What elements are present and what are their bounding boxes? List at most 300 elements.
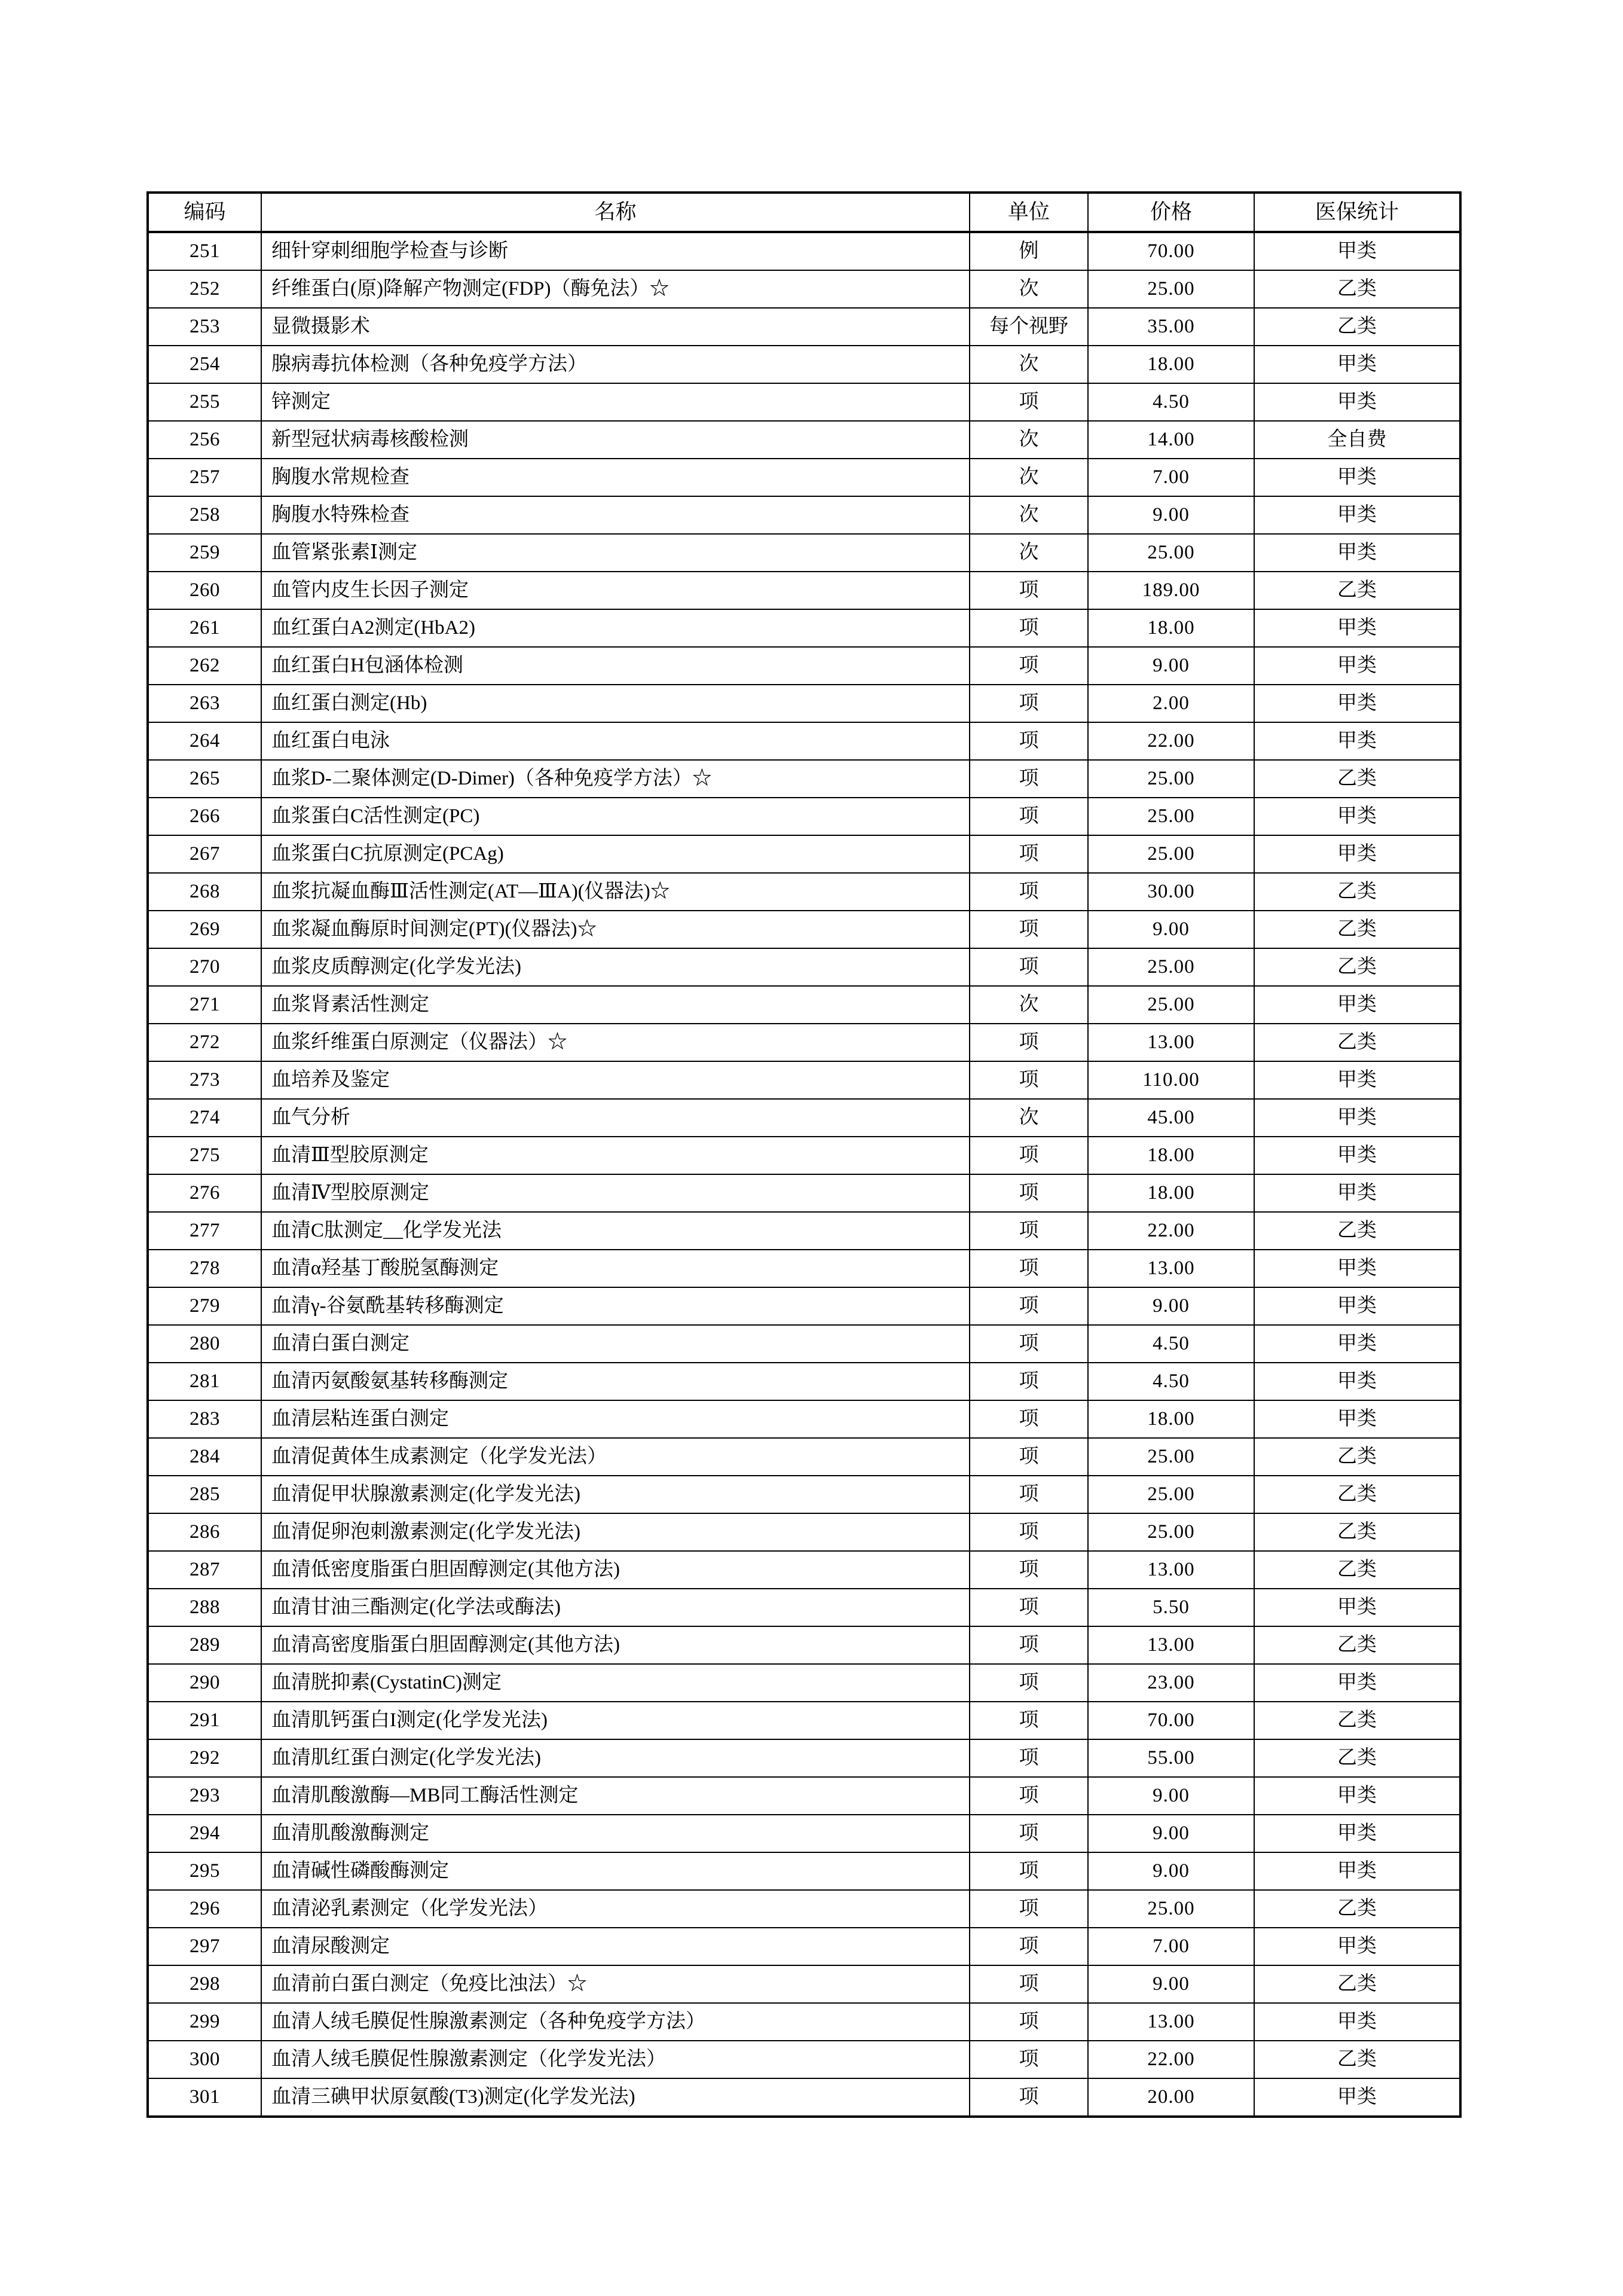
cell-code: 258 [148, 496, 261, 534]
cell-insurance: 乙类 [1254, 1890, 1460, 1928]
cell-unit: 项 [970, 1702, 1088, 1739]
column-header-insurance: 医保统计 [1254, 193, 1460, 232]
cell-name: 血浆D-二聚体测定(D-Dimer)（各种免疫学方法）☆ [261, 760, 970, 798]
cell-code: 295 [148, 1852, 261, 1890]
cell-code: 291 [148, 1702, 261, 1739]
cell-code: 268 [148, 873, 261, 911]
cell-name: 血清Ⅳ型胶原测定 [261, 1174, 970, 1212]
cell-name: 血清促卵泡刺激素测定(化学发光法) [261, 1513, 970, 1551]
table-row [148, 1099, 1460, 1137]
cell-name: 血清三碘甲状原氨酸(T3)测定(化学发光法) [261, 2078, 970, 2117]
cell-unit: 项 [970, 835, 1088, 873]
cell-code: 296 [148, 1890, 261, 1928]
table-row [148, 421, 1460, 459]
cell-unit: 项 [970, 1137, 1088, 1174]
cell-name: 血清胱抑素(CystatinC)测定 [261, 1664, 970, 1702]
cell-name: 血浆纤维蛋白原测定（仪器法）☆ [261, 1024, 970, 1061]
table-row [148, 1287, 1460, 1325]
cell-unit: 项 [970, 1890, 1088, 1928]
cell-price: 9.00 [1088, 1965, 1254, 2003]
cell-name: 血浆抗凝血酶Ⅲ活性测定(AT—ⅢA)(仪器法)☆ [261, 873, 970, 911]
cell-code: 260 [148, 572, 261, 609]
cell-price: 13.00 [1088, 1250, 1254, 1287]
table-row [148, 572, 1460, 609]
cell-code: 259 [148, 534, 261, 572]
cell-unit: 次 [970, 534, 1088, 572]
cell-name: 血清人绒毛膜促性腺激素测定（各种免疫学方法） [261, 2003, 970, 2041]
cell-price: 13.00 [1088, 1626, 1254, 1664]
cell-price: 25.00 [1088, 270, 1254, 308]
cell-insurance: 乙类 [1254, 1626, 1460, 1664]
table-row [148, 1739, 1460, 1777]
cell-name: 腺病毒抗体检测（各种免疫学方法） [261, 346, 970, 383]
cell-code: 300 [148, 2041, 261, 2078]
cell-price: 9.00 [1088, 1777, 1254, 1815]
cell-code: 252 [148, 270, 261, 308]
cell-unit: 项 [970, 760, 1088, 798]
table-row [148, 2003, 1460, 2041]
cell-price: 22.00 [1088, 722, 1254, 760]
cell-price: 25.00 [1088, 986, 1254, 1024]
table-row [148, 346, 1460, 383]
cell-price: 9.00 [1088, 496, 1254, 534]
cell-name: 血清肌红蛋白测定(化学发光法) [261, 1739, 970, 1777]
cell-insurance: 甲类 [1254, 534, 1460, 572]
cell-price: 70.00 [1088, 1702, 1254, 1739]
cell-unit: 项 [970, 609, 1088, 647]
cell-unit: 项 [970, 2041, 1088, 2078]
table-row [148, 948, 1460, 986]
cell-insurance: 乙类 [1254, 1438, 1460, 1476]
cell-name: 血清促甲状腺激素测定(化学发光法) [261, 1476, 970, 1513]
cell-insurance: 甲类 [1254, 1325, 1460, 1363]
cell-unit: 项 [970, 1852, 1088, 1890]
cell-name: 血清C肽测定__化学发光法 [261, 1212, 970, 1250]
cell-insurance: 乙类 [1254, 911, 1460, 948]
table-row [148, 1626, 1460, 1664]
cell-name: 血管紧张素Ⅰ测定 [261, 534, 970, 572]
table-row [148, 1061, 1460, 1099]
cell-price: 25.00 [1088, 1513, 1254, 1551]
cell-price: 18.00 [1088, 1174, 1254, 1212]
cell-insurance: 甲类 [1254, 1400, 1460, 1438]
cell-insurance: 乙类 [1254, 1476, 1460, 1513]
cell-code: 265 [148, 760, 261, 798]
table-row [148, 986, 1460, 1024]
cell-code: 254 [148, 346, 261, 383]
cell-code: 261 [148, 609, 261, 647]
table-row [148, 308, 1460, 346]
cell-unit: 项 [970, 647, 1088, 685]
cell-name: 血清α羟基丁酸脱氢酶测定 [261, 1250, 970, 1287]
cell-unit: 项 [970, 798, 1088, 835]
cell-insurance: 甲类 [1254, 459, 1460, 496]
cell-code: 287 [148, 1551, 261, 1589]
cell-price: 25.00 [1088, 760, 1254, 798]
column-header-name: 名称 [261, 193, 970, 232]
cell-name: 血清肌钙蛋白I测定(化学发光法) [261, 1702, 970, 1739]
table-row [148, 459, 1460, 496]
table-row [148, 383, 1460, 421]
cell-code: 301 [148, 2078, 261, 2117]
cell-name: 血清促黄体生成素测定（化学发光法） [261, 1438, 970, 1476]
cell-price: 25.00 [1088, 798, 1254, 835]
cell-code: 277 [148, 1212, 261, 1250]
table-row [148, 1325, 1460, 1363]
table-row [148, 609, 1460, 647]
cell-price: 9.00 [1088, 1852, 1254, 1890]
cell-price: 18.00 [1088, 609, 1254, 647]
cell-unit: 项 [970, 1250, 1088, 1287]
cell-code: 298 [148, 1965, 261, 2003]
cell-insurance: 甲类 [1254, 835, 1460, 873]
cell-code: 270 [148, 948, 261, 986]
cell-insurance: 甲类 [1254, 496, 1460, 534]
cell-code: 290 [148, 1664, 261, 1702]
cell-name: 血清碱性磷酸酶测定 [261, 1852, 970, 1890]
cell-code: 281 [148, 1363, 261, 1400]
cell-insurance: 乙类 [1254, 1513, 1460, 1551]
cell-code: 293 [148, 1777, 261, 1815]
cell-code: 269 [148, 911, 261, 948]
cell-insurance: 乙类 [1254, 760, 1460, 798]
cell-price: 14.00 [1088, 421, 1254, 459]
table-row [148, 270, 1460, 308]
cell-insurance: 乙类 [1254, 1965, 1460, 2003]
cell-unit: 项 [970, 1777, 1088, 1815]
cell-insurance: 乙类 [1254, 1702, 1460, 1739]
cell-insurance: 甲类 [1254, 722, 1460, 760]
cell-name: 血清白蛋白测定 [261, 1325, 970, 1363]
cell-insurance: 乙类 [1254, 308, 1460, 346]
cell-price: 4.50 [1088, 1325, 1254, 1363]
cell-insurance: 乙类 [1254, 1212, 1460, 1250]
cell-insurance: 乙类 [1254, 270, 1460, 308]
cell-price: 18.00 [1088, 1400, 1254, 1438]
cell-code: 288 [148, 1589, 261, 1626]
table-body [148, 232, 1460, 2117]
table-row [148, 2078, 1460, 2117]
cell-name: 血清Ⅲ型胶原测定 [261, 1137, 970, 1174]
cell-unit: 项 [970, 383, 1088, 421]
cell-name: 锌测定 [261, 383, 970, 421]
cell-insurance: 全自费 [1254, 421, 1460, 459]
cell-code: 273 [148, 1061, 261, 1099]
table-row [148, 1589, 1460, 1626]
table-row [148, 873, 1460, 911]
cell-insurance: 甲类 [1254, 798, 1460, 835]
cell-unit: 项 [970, 685, 1088, 722]
cell-insurance: 甲类 [1254, 1061, 1460, 1099]
table-row [148, 1777, 1460, 1815]
table-row [148, 1664, 1460, 1702]
cell-insurance: 甲类 [1254, 1777, 1460, 1815]
cell-name: 细针穿刺细胞学检查与诊断 [261, 232, 970, 270]
cell-code: 263 [148, 685, 261, 722]
cell-name: 血清低密度脂蛋白胆固醇测定(其他方法) [261, 1551, 970, 1589]
table-row [148, 1137, 1460, 1174]
table-row [148, 798, 1460, 835]
price-table-container [146, 191, 1459, 2118]
cell-insurance: 甲类 [1254, 1137, 1460, 1174]
cell-unit: 项 [970, 1815, 1088, 1852]
cell-name: 血培养及鉴定 [261, 1061, 970, 1099]
cell-insurance: 乙类 [1254, 1739, 1460, 1777]
cell-unit: 项 [970, 2003, 1088, 2041]
cell-name: 血清前白蛋白测定（免疫比浊法）☆ [261, 1965, 970, 2003]
cell-name: 血清高密度脂蛋白胆固醇测定(其他方法) [261, 1626, 970, 1664]
cell-name: 血红蛋白电泳 [261, 722, 970, 760]
cell-unit: 项 [970, 1739, 1088, 1777]
cell-code: 279 [148, 1287, 261, 1325]
cell-unit: 次 [970, 496, 1088, 534]
cell-code: 267 [148, 835, 261, 873]
cell-unit: 项 [970, 1363, 1088, 1400]
table-row [148, 1476, 1460, 1513]
cell-price: 35.00 [1088, 308, 1254, 346]
cell-code: 292 [148, 1739, 261, 1777]
cell-code: 257 [148, 459, 261, 496]
cell-unit: 项 [970, 1212, 1088, 1250]
table-row [148, 1815, 1460, 1852]
cell-name: 血浆皮质醇测定(化学发光法) [261, 948, 970, 986]
cell-code: 283 [148, 1400, 261, 1438]
table-row [148, 911, 1460, 948]
cell-name: 血清尿酸测定 [261, 1928, 970, 1965]
cell-unit: 项 [970, 1551, 1088, 1589]
cell-insurance: 甲类 [1254, 1589, 1460, 1626]
cell-name: 血红蛋白测定(Hb) [261, 685, 970, 722]
table-row [148, 1551, 1460, 1589]
cell-unit: 项 [970, 1287, 1088, 1325]
cell-price: 25.00 [1088, 534, 1254, 572]
cell-insurance: 甲类 [1254, 609, 1460, 647]
cell-code: 276 [148, 1174, 261, 1212]
cell-name: 显微摄影术 [261, 308, 970, 346]
cell-unit: 项 [970, 1626, 1088, 1664]
table-row [148, 1702, 1460, 1739]
cell-price: 189.00 [1088, 572, 1254, 609]
cell-price: 25.00 [1088, 948, 1254, 986]
cell-insurance: 乙类 [1254, 572, 1460, 609]
table-row [148, 1400, 1460, 1438]
cell-code: 297 [148, 1928, 261, 1965]
cell-unit: 项 [970, 1024, 1088, 1061]
cell-code: 278 [148, 1250, 261, 1287]
cell-unit: 项 [970, 1513, 1088, 1551]
cell-insurance: 甲类 [1254, 2078, 1460, 2117]
table-row [148, 1024, 1460, 1061]
cell-price: 9.00 [1088, 911, 1254, 948]
cell-price: 110.00 [1088, 1061, 1254, 1099]
cell-code: 253 [148, 308, 261, 346]
cell-price: 25.00 [1088, 1438, 1254, 1476]
cell-insurance: 甲类 [1254, 2003, 1460, 2041]
table-row [148, 232, 1460, 270]
table-row [148, 647, 1460, 685]
table-row [148, 1438, 1460, 1476]
cell-insurance: 乙类 [1254, 1024, 1460, 1061]
cell-code: 285 [148, 1476, 261, 1513]
cell-code: 266 [148, 798, 261, 835]
cell-name: 血清γ-谷氨酰基转移酶测定 [261, 1287, 970, 1325]
table-header-row [148, 193, 1460, 232]
cell-name: 胸腹水特殊检查 [261, 496, 970, 534]
cell-name: 血气分析 [261, 1099, 970, 1137]
cell-price: 45.00 [1088, 1099, 1254, 1137]
table-row [148, 1250, 1460, 1287]
cell-price: 13.00 [1088, 1551, 1254, 1589]
cell-insurance: 甲类 [1254, 232, 1460, 270]
cell-unit: 项 [970, 1400, 1088, 1438]
cell-price: 55.00 [1088, 1739, 1254, 1777]
table-row [148, 760, 1460, 798]
cell-name: 血清肌酸激酶测定 [261, 1815, 970, 1852]
table-header [148, 193, 1460, 232]
cell-code: 284 [148, 1438, 261, 1476]
cell-insurance: 甲类 [1254, 1928, 1460, 1965]
cell-name: 血清丙氨酸氨基转移酶测定 [261, 1363, 970, 1400]
cell-price: 18.00 [1088, 346, 1254, 383]
cell-name: 血清层粘连蛋白测定 [261, 1400, 970, 1438]
table-row [148, 1363, 1460, 1400]
cell-unit: 每个视野 [970, 308, 1088, 346]
cell-price: 9.00 [1088, 1815, 1254, 1852]
cell-name: 血管内皮生长因子测定 [261, 572, 970, 609]
table-row [148, 685, 1460, 722]
cell-name: 血浆蛋白C活性测定(PC) [261, 798, 970, 835]
cell-unit: 次 [970, 346, 1088, 383]
cell-insurance: 甲类 [1254, 346, 1460, 383]
table-row [148, 1174, 1460, 1212]
cell-price: 25.00 [1088, 835, 1254, 873]
cell-unit: 项 [970, 948, 1088, 986]
cell-unit: 例 [970, 232, 1088, 270]
cell-price: 30.00 [1088, 873, 1254, 911]
cell-price: 2.00 [1088, 685, 1254, 722]
cell-unit: 次 [970, 986, 1088, 1024]
cell-price: 25.00 [1088, 1890, 1254, 1928]
cell-insurance: 甲类 [1254, 986, 1460, 1024]
cell-insurance: 甲类 [1254, 1664, 1460, 1702]
cell-price: 23.00 [1088, 1664, 1254, 1702]
cell-insurance: 甲类 [1254, 1099, 1460, 1137]
cell-name: 血清人绒毛膜促性腺激素测定（化学发光法） [261, 2041, 970, 2078]
cell-insurance: 甲类 [1254, 685, 1460, 722]
cell-code: 255 [148, 383, 261, 421]
cell-insurance: 甲类 [1254, 1287, 1460, 1325]
cell-insurance: 乙类 [1254, 948, 1460, 986]
cell-name: 新型冠状病毒核酸检测 [261, 421, 970, 459]
table-row [148, 1852, 1460, 1890]
cell-price: 9.00 [1088, 647, 1254, 685]
cell-code: 251 [148, 232, 261, 270]
cell-name: 血红蛋白A2测定(HbA2) [261, 609, 970, 647]
cell-price: 7.00 [1088, 459, 1254, 496]
cell-code: 262 [148, 647, 261, 685]
cell-unit: 项 [970, 1928, 1088, 1965]
cell-price: 18.00 [1088, 1137, 1254, 1174]
cell-price: 9.00 [1088, 1287, 1254, 1325]
cell-unit: 项 [970, 873, 1088, 911]
cell-name: 血红蛋白H包涵体检测 [261, 647, 970, 685]
cell-unit: 项 [970, 911, 1088, 948]
cell-price: 7.00 [1088, 1928, 1254, 1965]
table-row [148, 1928, 1460, 1965]
table-row [148, 1890, 1460, 1928]
cell-code: 264 [148, 722, 261, 760]
column-header-unit: 单位 [970, 193, 1088, 232]
cell-price: 4.50 [1088, 383, 1254, 421]
cell-price: 25.00 [1088, 1476, 1254, 1513]
cell-unit: 次 [970, 270, 1088, 308]
cell-unit: 项 [970, 722, 1088, 760]
column-header-code: 编码 [148, 193, 261, 232]
cell-price: 22.00 [1088, 1212, 1254, 1250]
cell-code: 280 [148, 1325, 261, 1363]
cell-code: 274 [148, 1099, 261, 1137]
table-row [148, 1513, 1460, 1551]
cell-name: 血清甘油三酯测定(化学法或酶法) [261, 1589, 970, 1626]
cell-code: 271 [148, 986, 261, 1024]
cell-name: 血清肌酸激酶—MB同工酶活性测定 [261, 1777, 970, 1815]
cell-unit: 项 [970, 1438, 1088, 1476]
cell-price: 5.50 [1088, 1589, 1254, 1626]
table-row [148, 835, 1460, 873]
cell-unit: 次 [970, 459, 1088, 496]
cell-name: 血浆蛋白C抗原测定(PCAg) [261, 835, 970, 873]
table-row [148, 1212, 1460, 1250]
cell-code: 256 [148, 421, 261, 459]
cell-unit: 项 [970, 1476, 1088, 1513]
cell-unit: 次 [970, 421, 1088, 459]
cell-unit: 项 [970, 1664, 1088, 1702]
column-header-price: 价格 [1088, 193, 1254, 232]
cell-name: 血浆凝血酶原时间测定(PT)(仪器法)☆ [261, 911, 970, 948]
cell-price: 4.50 [1088, 1363, 1254, 1400]
cell-unit: 项 [970, 1325, 1088, 1363]
cell-insurance: 乙类 [1254, 2041, 1460, 2078]
table-row [148, 534, 1460, 572]
cell-insurance: 甲类 [1254, 383, 1460, 421]
cell-insurance: 甲类 [1254, 1174, 1460, 1212]
cell-insurance: 甲类 [1254, 1250, 1460, 1287]
table-row [148, 2041, 1460, 2078]
cell-code: 289 [148, 1626, 261, 1664]
cell-code: 299 [148, 2003, 261, 2041]
cell-price: 13.00 [1088, 2003, 1254, 2041]
cell-unit: 项 [970, 1965, 1088, 2003]
cell-code: 294 [148, 1815, 261, 1852]
table-row [148, 1965, 1460, 2003]
cell-unit: 项 [970, 1174, 1088, 1212]
cell-name: 血浆肾素活性测定 [261, 986, 970, 1024]
cell-unit: 项 [970, 1061, 1088, 1099]
cell-insurance: 甲类 [1254, 1852, 1460, 1890]
cell-unit: 项 [970, 2078, 1088, 2117]
cell-insurance: 甲类 [1254, 1363, 1460, 1400]
cell-name: 血清泌乳素测定（化学发光法） [261, 1890, 970, 1928]
cell-price: 70.00 [1088, 232, 1254, 270]
cell-price: 20.00 [1088, 2078, 1254, 2117]
cell-insurance: 甲类 [1254, 1815, 1460, 1852]
cell-code: 286 [148, 1513, 261, 1551]
cell-code: 275 [148, 1137, 261, 1174]
cell-name: 胸腹水常规检查 [261, 459, 970, 496]
cell-insurance: 甲类 [1254, 647, 1460, 685]
table-row [148, 496, 1460, 534]
cell-unit: 项 [970, 572, 1088, 609]
